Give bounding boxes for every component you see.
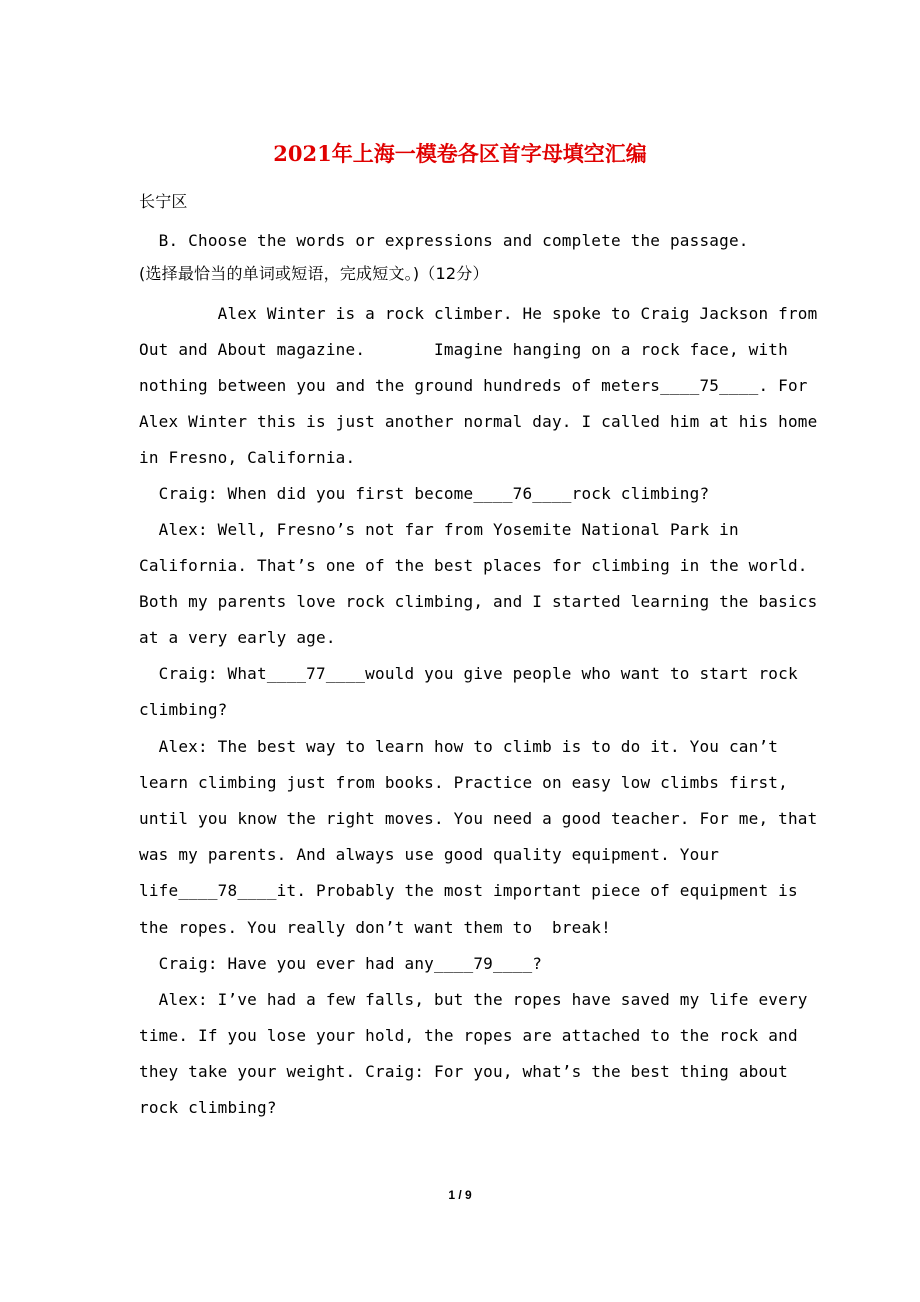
passage-line: Alex: I’ve had a few falls, but the ropes have saved my life every [139, 990, 808, 1009]
passage-line: was my parents. And always use good quality equipment. Your [139, 845, 720, 864]
passage-line: rock climbing? [139, 1098, 277, 1117]
passage-line: they take your weight. Craig: For you, what’s the best thing about [139, 1062, 788, 1081]
passage-line: learn climbing just from books. Practice on easy low climbs first, [139, 773, 788, 792]
passage-line: Craig: When did you first become____76____rock climbing? [139, 484, 710, 503]
instruction-line-cn: (选择最恰当的单词或短语，完成短文。)（12分） [139, 264, 489, 283]
passage-line: climbing? [139, 700, 228, 719]
passage-line: in Fresno, California. [139, 448, 356, 467]
passage-line: the ropes. You really don’t want them to break! [139, 918, 611, 937]
passage-line: at a very early age. [139, 628, 336, 647]
document-title: 2021年上海一模卷各区首字母填空汇编 [273, 141, 647, 166]
passage-line: Both my parents love rock climbing, and I started learning the basics [139, 592, 818, 611]
passage-line: nothing between you and the ground hundreds of meters____75____. For [139, 376, 808, 395]
passage-line: California. That’s one of the best places for climbing in the world. [139, 556, 808, 575]
passage-line: Alex Winter this is just another normal day. I called him at his home [139, 412, 818, 431]
district-heading: 长宁区 [139, 192, 188, 211]
passage-line: time. If you lose your hold, the ropes are attached to the rock and [139, 1026, 798, 1045]
passage-line: Alex: The best way to learn how to climb is to do it. You can’t [139, 737, 779, 756]
passage-line: Alex: Well, Fresno’s not far from Yosemite National Park in [139, 520, 739, 539]
passage-line: life____78____it. Probably the most important piece of equipment is [139, 881, 798, 900]
passage-line: Craig: Have you ever had any____79____? [139, 954, 543, 973]
passage-line: Out and About magazine. Imagine hanging on a rock face, with [139, 340, 788, 359]
passage-line: Craig: What____77____would you give people who want to start rock [139, 664, 798, 683]
passage-line: until you know the right moves. You need a good teacher. For me, that [139, 809, 818, 828]
instruction-line: B. Choose the words or expressions and complete the passage. [139, 231, 749, 250]
page-number: 1 / 9 [448, 1188, 472, 1202]
passage-line: Alex Winter is a rock climber. He spoke to Craig Jackson from [139, 304, 818, 323]
